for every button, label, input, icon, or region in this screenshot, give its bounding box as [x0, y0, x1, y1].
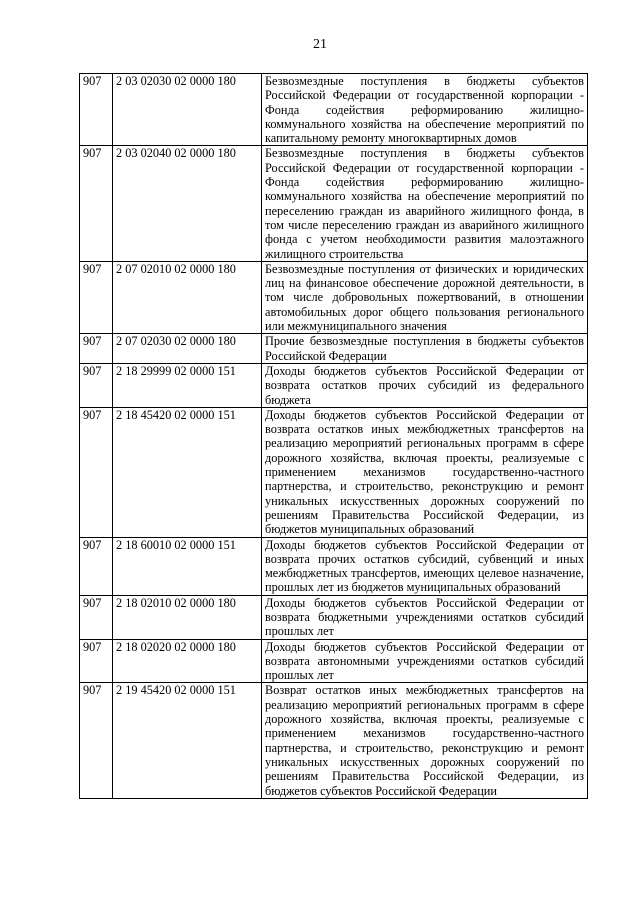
- income-code-cell: 2 07 02030 02 0000 180: [113, 334, 262, 364]
- table-row: [80, 363, 588, 407]
- admin-code-cell: 907: [80, 261, 113, 333]
- description-cell: Возврат остатков иных межбюджетных трансфертов на реализацию мероприятий региональных программ в сфере дорожного хозяйства, включая проекты, реализуемые с применением механизмов государственно-частного партнерства, и строительство, реконструкцию и ремонт уникальных искусственных дорожных сооружений по решениям Правительства Российской Федерации, из бюджетов субъектов Российской Федерации: [262, 683, 588, 798]
- admin-code-cell: 907: [80, 595, 113, 639]
- description-cell: Доходы бюджетов субъектов Российской Федерации от возврата остатков прочих субсидий из федерального бюджета: [262, 363, 588, 407]
- budget-codes-table: [79, 73, 588, 799]
- table-row: [80, 683, 588, 798]
- income-code-cell: 2 07 02010 02 0000 180: [113, 261, 262, 333]
- description-cell: Безвозмездные поступления в бюджеты субъектов Российской Федерации от государственной корпорации - Фонда содействия реформированию жилищно-коммунального хозяйства на обеспечение мероприятий по капитальному ремонту многоквартирных домов: [262, 74, 588, 146]
- page-number: 21: [313, 37, 327, 52]
- table-row: [80, 334, 588, 364]
- table-row: [80, 74, 588, 146]
- table-row: [80, 537, 588, 595]
- table-row: [80, 407, 588, 537]
- income-code-cell: 2 18 29999 02 0000 151: [113, 363, 262, 407]
- description-cell: Доходы бюджетов субъектов Российской Федерации от возврата бюджетными учреждениями остатков субсидий прошлых лет: [262, 595, 588, 639]
- income-code-cell: 2 18 02010 02 0000 180: [113, 595, 262, 639]
- table-row: [80, 639, 588, 683]
- admin-code-cell: 907: [80, 537, 113, 595]
- income-code-cell: 2 03 02030 02 0000 180: [113, 74, 262, 146]
- income-code-cell: 2 18 45420 02 0000 151: [113, 407, 262, 537]
- income-code-cell: 2 18 60010 02 0000 151: [113, 537, 262, 595]
- admin-code-cell: 907: [80, 146, 113, 261]
- table-row: [80, 595, 588, 639]
- admin-code-cell: 907: [80, 639, 113, 683]
- income-code-cell: 2 18 02020 02 0000 180: [113, 639, 262, 683]
- description-cell: Доходы бюджетов субъектов Российской Федерации от возврата остатков иных межбюджетных трансфертов на реализацию мероприятий региональных программ в сфере дорожного хозяйства, включая проекты, реализуемые с применением механизмов государственно-частного партнерства, и строительство, реконструкцию и ремонт уникальных искусственных дорожных сооружений по решениям Правительства Российской Федерации, из бюджетов муниципальных образований: [262, 407, 588, 537]
- description-cell: Безвозмездные поступления в бюджеты субъектов Российской Федерации от государственной корпорации - Фонда содействия реформированию жилищно-коммунального хозяйства на обеспечение мероприятий по переселению граждан из аварийного жилищного фонда, в том числе переселению граждан из аварийного жилищного фонда с учетом необходимости развития малоэтажного жилищного строительства: [262, 146, 588, 261]
- description-cell: Безвозмездные поступления от физических и юридических лиц на финансовое обеспечение дорожной деятельности, в том числе добровольных пожертвований, в отношении автомобильных дорог общего пользования регионального или межмуниципального значения: [262, 261, 588, 333]
- description-cell: Доходы бюджетов субъектов Российской Федерации от возврата автономными учреждениями остатков субсидий прошлых лет: [262, 639, 588, 683]
- table-row: [80, 146, 588, 261]
- table-row: [80, 261, 588, 333]
- admin-code-cell: 907: [80, 334, 113, 364]
- admin-code-cell: 907: [80, 407, 113, 537]
- description-cell: Доходы бюджетов субъектов Российской Федерации от возврата прочих остатков субсидий, субвенций и иных межбюджетных трансфертов, имеющих целевое назначение, прошлых лет из бюджетов муниципальных образований: [262, 537, 588, 595]
- admin-code-cell: 907: [80, 74, 113, 146]
- income-code-cell: 2 19 45420 02 0000 151: [113, 683, 262, 798]
- description-cell: Прочие безвозмездные поступления в бюджеты субъектов Российской Федерации: [262, 334, 588, 364]
- income-code-cell: 2 03 02040 02 0000 180: [113, 146, 262, 261]
- admin-code-cell: 907: [80, 683, 113, 798]
- admin-code-cell: 907: [80, 363, 113, 407]
